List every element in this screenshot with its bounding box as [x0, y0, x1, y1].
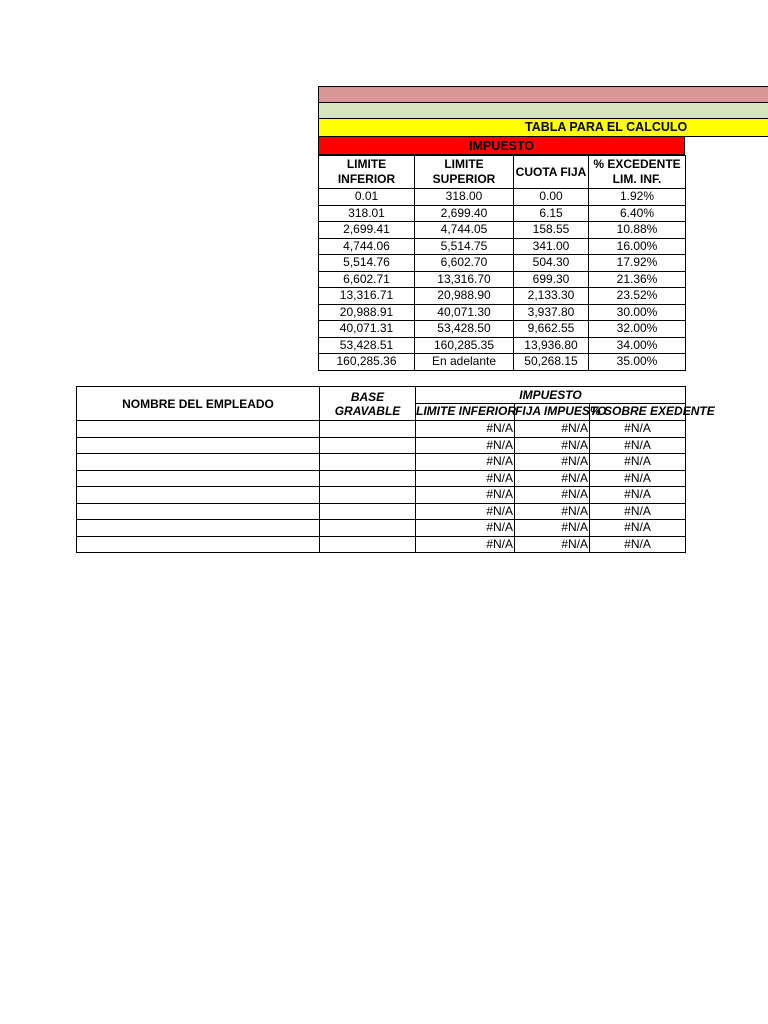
base-gravable-cell[interactable]	[320, 487, 416, 504]
table-cell[interactable]: 20,988.91	[319, 304, 415, 321]
table-row	[319, 304, 686, 321]
result-cell[interactable]: #N/A	[416, 454, 515, 471]
table-cell[interactable]: 158.55	[514, 222, 589, 239]
table-cell[interactable]: 20,988.90	[415, 288, 514, 305]
table-cell[interactable]: 6.40%	[589, 205, 686, 222]
result-cell[interactable]: #N/A	[515, 503, 590, 520]
rates-header-row	[319, 156, 686, 189]
header-limite-inferior: LIMITE INFERIOR	[319, 156, 415, 189]
header-impuesto: IMPUESTO	[416, 387, 686, 404]
table-row	[319, 222, 686, 239]
result-cell[interactable]: #N/A	[590, 437, 686, 454]
result-cell[interactable]: #N/A	[590, 470, 686, 487]
table-row	[319, 321, 686, 338]
table-cell[interactable]: 341.00	[514, 238, 589, 255]
employee-name-cell[interactable]	[77, 536, 320, 553]
table-cell[interactable]: 5,514.75	[415, 238, 514, 255]
result-cell[interactable]: #N/A	[515, 520, 590, 537]
table-row	[319, 238, 686, 255]
table-row	[319, 205, 686, 222]
header-limite-superior: LIMITE SUPERIOR	[415, 156, 514, 189]
result-cell[interactable]: #N/A	[590, 520, 686, 537]
result-cell[interactable]: #N/A	[590, 421, 686, 438]
result-cell[interactable]: #N/A	[515, 454, 590, 471]
header-excedente: % EXCEDENTE LIM. INF.	[589, 156, 686, 189]
table-cell[interactable]: 6,602.71	[319, 271, 415, 288]
result-cell[interactable]: #N/A	[590, 487, 686, 504]
table-cell[interactable]: 13,316.70	[415, 271, 514, 288]
table-cell[interactable]: 9,662.55	[514, 321, 589, 338]
table-cell[interactable]: 504.30	[514, 255, 589, 272]
header-nombre-empleado: NOMBRE DEL EMPLEADO	[77, 387, 320, 421]
table-cell[interactable]: 318.00	[415, 189, 514, 206]
table-row	[77, 520, 686, 537]
green-header-band	[318, 103, 768, 119]
base-gravable-cell[interactable]	[320, 470, 416, 487]
table-cell[interactable]: En adelante	[415, 354, 514, 371]
table-cell[interactable]: 318.01	[319, 205, 415, 222]
table-cell[interactable]: 2,699.41	[319, 222, 415, 239]
table-cell[interactable]: 0.01	[319, 189, 415, 206]
table-cell[interactable]: 40,071.31	[319, 321, 415, 338]
table-row	[319, 337, 686, 354]
table-cell[interactable]: 1.92%	[589, 189, 686, 206]
table-cell[interactable]: 16.00%	[589, 238, 686, 255]
base-gravable-cell[interactable]	[320, 454, 416, 471]
employee-table	[76, 386, 715, 553]
table-cell[interactable]: 160,285.35	[415, 337, 514, 354]
base-gravable-cell[interactable]	[320, 536, 416, 553]
employee-name-cell[interactable]	[77, 487, 320, 504]
table-cell[interactable]: 0.00	[514, 189, 589, 206]
employee-name-cell[interactable]	[77, 503, 320, 520]
subheader-fija-impuesto: FIJA IMPUESTO	[515, 404, 590, 421]
employee-name-cell[interactable]	[77, 421, 320, 438]
isr-rates-table	[318, 155, 686, 371]
result-cell[interactable]: #N/A	[416, 520, 515, 537]
table-cell[interactable]: 4,744.06	[319, 238, 415, 255]
table-row	[319, 288, 686, 305]
table-cell[interactable]: 699.30	[514, 271, 589, 288]
table-row	[77, 437, 686, 454]
table-cell[interactable]: 21.36%	[589, 271, 686, 288]
table-cell[interactable]: 2,699.40	[415, 205, 514, 222]
table-cell[interactable]: 32.00%	[589, 321, 686, 338]
result-cell[interactable]: #N/A	[416, 503, 515, 520]
table-row	[319, 354, 686, 371]
table-row	[77, 536, 686, 553]
result-cell[interactable]: #N/A	[515, 487, 590, 504]
result-cell[interactable]: #N/A	[416, 487, 515, 504]
table-cell[interactable]: 53,428.51	[319, 337, 415, 354]
table-row	[319, 255, 686, 272]
result-cell[interactable]: #N/A	[590, 503, 686, 520]
table-row	[319, 271, 686, 288]
table-row	[77, 487, 686, 504]
impuesto-section-label: IMPUESTO	[318, 137, 685, 155]
table-row	[77, 421, 686, 438]
result-cell[interactable]: #N/A	[515, 470, 590, 487]
table-cell[interactable]: 30.00%	[589, 304, 686, 321]
table-row	[77, 470, 686, 487]
result-cell[interactable]: #N/A	[590, 536, 686, 553]
employee-name-cell[interactable]	[77, 454, 320, 471]
result-cell[interactable]: #N/A	[590, 454, 686, 471]
result-cell[interactable]: #N/A	[416, 437, 515, 454]
table-cell[interactable]: 50,268.15	[514, 354, 589, 371]
table-cell[interactable]: 5,514.76	[319, 255, 415, 272]
table-cell[interactable]: 53,428.50	[415, 321, 514, 338]
table-cell[interactable]: 6,602.70	[415, 255, 514, 272]
pink-header-band	[318, 86, 768, 103]
header-base-gravable: BASE GRAVABLE	[320, 387, 416, 421]
table-row	[319, 189, 686, 206]
base-gravable-cell[interactable]	[320, 503, 416, 520]
table-cell[interactable]: 10.88%	[589, 222, 686, 239]
header-cuota-fija: CUOTA FIJA	[514, 156, 589, 189]
sheet-title: TABLA PARA EL CALCULO	[318, 119, 768, 137]
subheader-limite-inferior: LIMITE INFERIOR	[416, 404, 515, 421]
table-cell[interactable]: 4,744.05	[415, 222, 514, 239]
table-cell[interactable]: 34.00%	[589, 337, 686, 354]
table-row	[77, 454, 686, 471]
base-gravable-cell[interactable]	[320, 520, 416, 537]
employee-name-cell[interactable]	[77, 437, 320, 454]
result-cell[interactable]: #N/A	[515, 536, 590, 553]
table-cell[interactable]: 13,316.71	[319, 288, 415, 305]
table-cell[interactable]: 23.52%	[589, 288, 686, 305]
table-cell[interactable]: 2,133.30	[514, 288, 589, 305]
table-cell[interactable]: 17.92%	[589, 255, 686, 272]
result-cell[interactable]: #N/A	[416, 536, 515, 553]
base-gravable-cell[interactable]	[320, 437, 416, 454]
employee-name-cell[interactable]	[77, 520, 320, 537]
table-cell[interactable]: 40,071.30	[415, 304, 514, 321]
result-cell[interactable]: #N/A	[515, 437, 590, 454]
table-cell[interactable]: 35.00%	[589, 354, 686, 371]
table-cell[interactable]: 3,937.80	[514, 304, 589, 321]
table-row	[77, 503, 686, 520]
table-cell[interactable]: 6.15	[514, 205, 589, 222]
subheader-sobre-exedente: % SOBRE EXEDENTE	[590, 404, 686, 421]
result-cell[interactable]: #N/A	[416, 470, 515, 487]
result-cell[interactable]: #N/A	[416, 421, 515, 438]
table-cell[interactable]: 160,285.36	[319, 354, 415, 371]
employee-name-cell[interactable]	[77, 470, 320, 487]
table-cell[interactable]: 13,936.80	[514, 337, 589, 354]
base-gravable-cell[interactable]	[320, 421, 416, 438]
result-cell[interactable]: #N/A	[515, 421, 590, 438]
